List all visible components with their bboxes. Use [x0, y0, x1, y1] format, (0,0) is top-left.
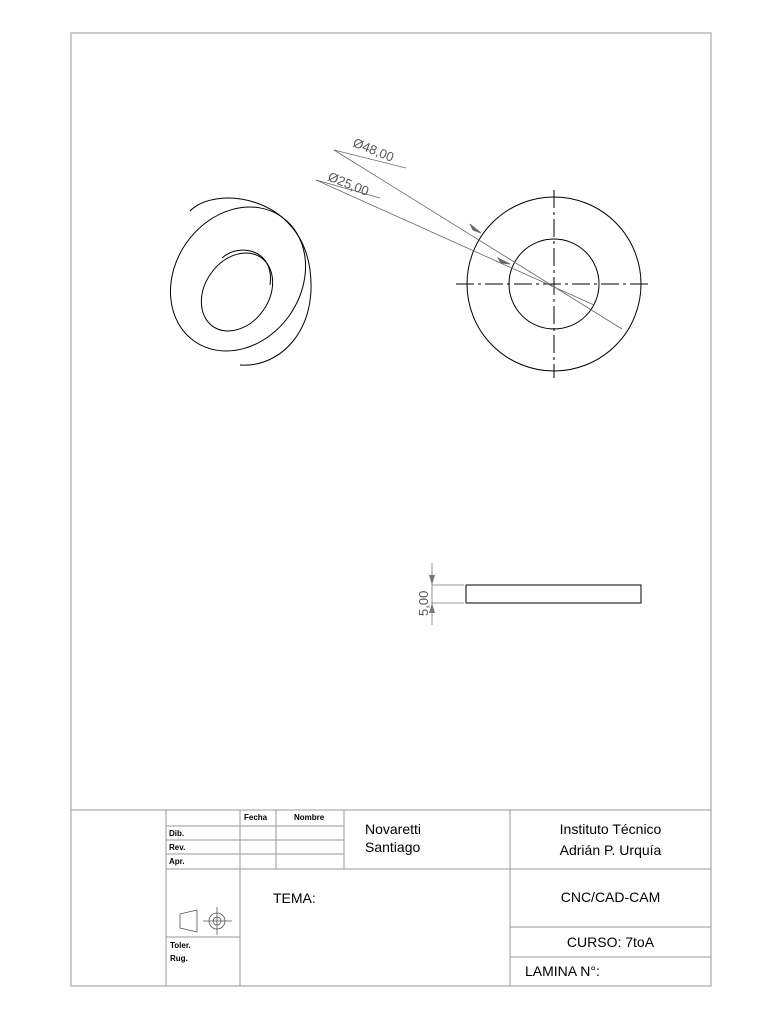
dim-inner-diameter: Ø25,00: [325, 168, 372, 199]
row-apr: Apr.: [169, 857, 185, 866]
header-nombre: Nombre: [294, 813, 325, 822]
leader-48: [334, 150, 622, 329]
lamina: LAMINA N°:: [525, 963, 600, 979]
dim-thickness: 5,00: [416, 590, 431, 616]
toler-label: Toler.: [170, 941, 191, 950]
row-rev: Rev.: [169, 843, 186, 852]
curso: CURSO: 7toA: [566, 934, 655, 950]
side-rect: [466, 585, 641, 603]
arrow-25: [498, 258, 510, 264]
arrow-thickness-top: [429, 575, 435, 585]
arrow-48: [470, 224, 481, 233]
header-fecha: Fecha: [244, 813, 268, 822]
projection-symbol-icon: [180, 907, 232, 935]
tema-label: TEMA:: [273, 890, 316, 906]
iso-back-outer: [190, 198, 311, 365]
isometric-view: [143, 181, 333, 378]
author-line1: Novaretti: [365, 821, 422, 837]
iso-inner-front: [187, 239, 288, 345]
subject: CNC/CAD-CAM: [560, 889, 661, 905]
rug-label: Rug.: [170, 954, 188, 963]
institution-line1: Instituto Técnico: [559, 821, 662, 837]
leader-25: [316, 180, 594, 305]
iso-inner-back: [222, 250, 270, 285]
front-view: [456, 190, 652, 378]
row-dib: Dib.: [169, 829, 185, 838]
dim-outer-diameter: Ø48,00: [350, 134, 397, 165]
author-line2: Santiago: [365, 839, 421, 855]
iso-front-outer: [143, 181, 333, 378]
institution-line2: Adrián P. Urquía: [559, 842, 662, 858]
side-view: [429, 563, 641, 625]
